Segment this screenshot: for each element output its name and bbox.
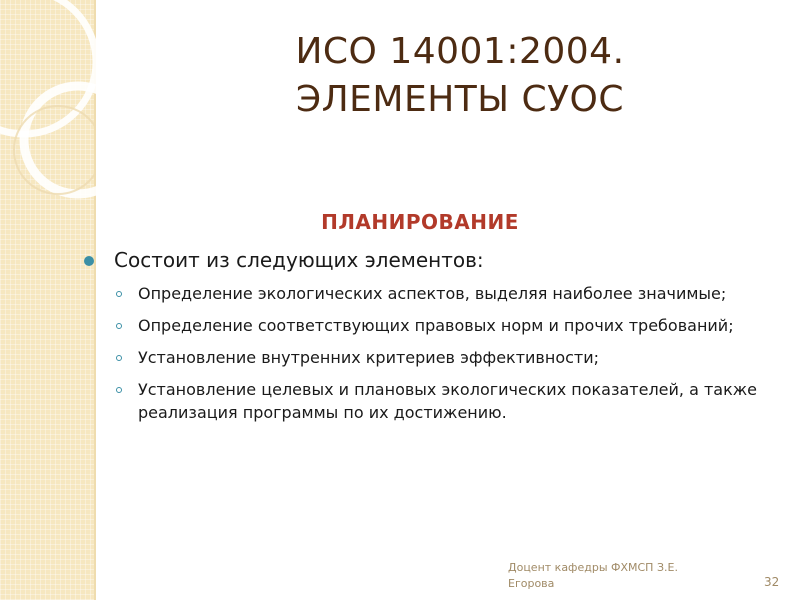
main-bullet xyxy=(80,246,770,274)
footer-author xyxy=(508,560,728,592)
bullet-ring-icon xyxy=(116,291,122,297)
sub-bullet-text: Определение экологических аспектов, выделяя наиболее значимые; xyxy=(138,284,727,303)
bullet-ring-icon xyxy=(116,323,122,329)
section-heading: ПЛАНИРОВАНИЕ xyxy=(321,210,519,234)
sub-bullet-list xyxy=(80,282,770,424)
sub-bullet-item xyxy=(80,314,770,337)
page-number: 32 xyxy=(764,575,780,589)
slide-title-line-1: ИСО 14001:2004. xyxy=(295,31,625,72)
sub-bullet-text: Установление внутренних критериев эффективности; xyxy=(138,348,600,367)
bullet-ring-icon xyxy=(116,355,122,361)
footer-author-line-1: Доцент кафедры ФХМСП З.Е. xyxy=(508,561,678,574)
slide-content xyxy=(80,246,770,433)
decorative-circles xyxy=(0,0,96,230)
sub-bullet-text: Установление целевых и плановых экологических показателей, а также реализация программы по их достижению. xyxy=(138,380,758,422)
slide-title-line-2: ЭЛЕМЕНТЫ СУОС xyxy=(295,79,625,120)
bullet-ring-icon xyxy=(116,387,122,393)
slide-title xyxy=(200,28,720,124)
bullet-dot-icon xyxy=(84,256,94,266)
main-bullet-text: Состоит из следующих элементов: xyxy=(114,248,484,272)
sub-bullet-text: Определение соответствующих правовых норм и прочих требований; xyxy=(138,316,734,335)
sub-bullet-item xyxy=(80,282,770,305)
sub-bullet-item xyxy=(80,346,770,369)
sub-bullet-item xyxy=(80,378,770,424)
footer-author-line-2: Егорова xyxy=(508,577,555,590)
